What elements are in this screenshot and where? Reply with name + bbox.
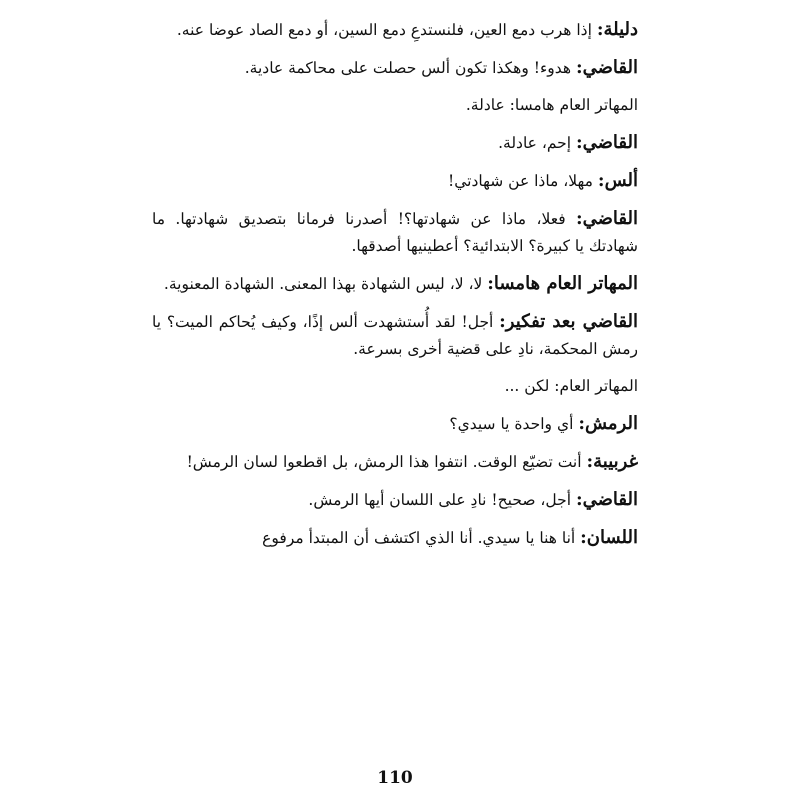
dialogue-speech: أجل، صحيح! نادِ على اللسان أيها الرمش. [308,491,576,509]
speaker-name: القاضي: [575,208,638,229]
dialogue-speech: أجل! لقد أُستشهدت ألس إذًا، وكيف يُحاكم الميت؟ يا رمش المحكمة، نادِ على قضية أخرى بسرعة. [152,313,638,358]
dialogue-speech: هدوء! وهكذا تكون ألس حصلت على محاكمة عادية. [244,59,576,77]
dialogue-line [152,270,638,298]
speaker-name: المهاتر العام هامسا: [487,273,638,294]
speaker-name: ألس: [597,170,638,191]
dialogue-text [152,16,638,562]
dialogue-speech: فعلا، ماذا عن شهادتها؟! أصدرنا فرمانا بتصديق شهادتها. ما شهادتك يا كبيرة؟ الابتدائية؟ أعطينيها أصدقها. [152,210,638,255]
speaker-name: غربيبة: [586,451,638,472]
dialogue-speech: أي واحدة يا سيدي؟ [449,415,579,433]
dialogue-speech: إذا هرب دمع العين، فلنستدعِ دمع السين، أو دمع الصاد عوضا عنه. [176,21,597,39]
speaker-name: دليلة: [596,19,638,40]
speaker-name: الرمش: [578,413,638,434]
page-number: 110 [377,768,413,788]
dialogue-speech: عادلة. [465,96,510,114]
dialogue-line [152,524,638,552]
dialogue-speech: إحم، عادلة. [498,134,576,152]
dialogue-speech: أنا هنا يا سيدي. أنا الذي اكتشف أن المبتدأ مرفوع [262,529,581,547]
dialogue-speech: مهلا، ماذا عن شهادتي! [448,172,598,190]
speaker-name: القاضي: [575,132,638,153]
dialogue-line [152,486,638,514]
dialogue-line [152,16,638,44]
dialogue-line [152,92,638,119]
speaker-name: القاضي: [575,57,638,78]
dialogue-line [152,129,638,157]
dialogue-line [152,308,638,363]
speaker-name: القاضي بعد تفكير: [499,311,638,332]
dialogue-line [152,54,638,82]
dialogue-speech: أنت تضيّع الوقت. انتفوا هذا الرمش، بل اقطعوا لسان الرمش! [186,453,587,471]
dialogue-line [152,205,638,260]
speaker-name: القاضي: [575,489,638,510]
dialogue-line [152,410,638,438]
dialogue-line [152,167,638,195]
dialogue-line [152,373,638,400]
speaker-name: اللسان: [580,527,638,548]
speaker-name: المهاتر العام هامسا: [509,96,638,114]
dialogue-speech: لا، لا، ليس الشهادة بهذا المعنى. الشهادة المعنوية. [163,275,488,293]
speaker-name: المهاتر العام: [554,377,638,395]
dialogue-speech: لكن ... [504,377,555,395]
book-page [152,0,638,800]
dialogue-line [152,448,638,476]
